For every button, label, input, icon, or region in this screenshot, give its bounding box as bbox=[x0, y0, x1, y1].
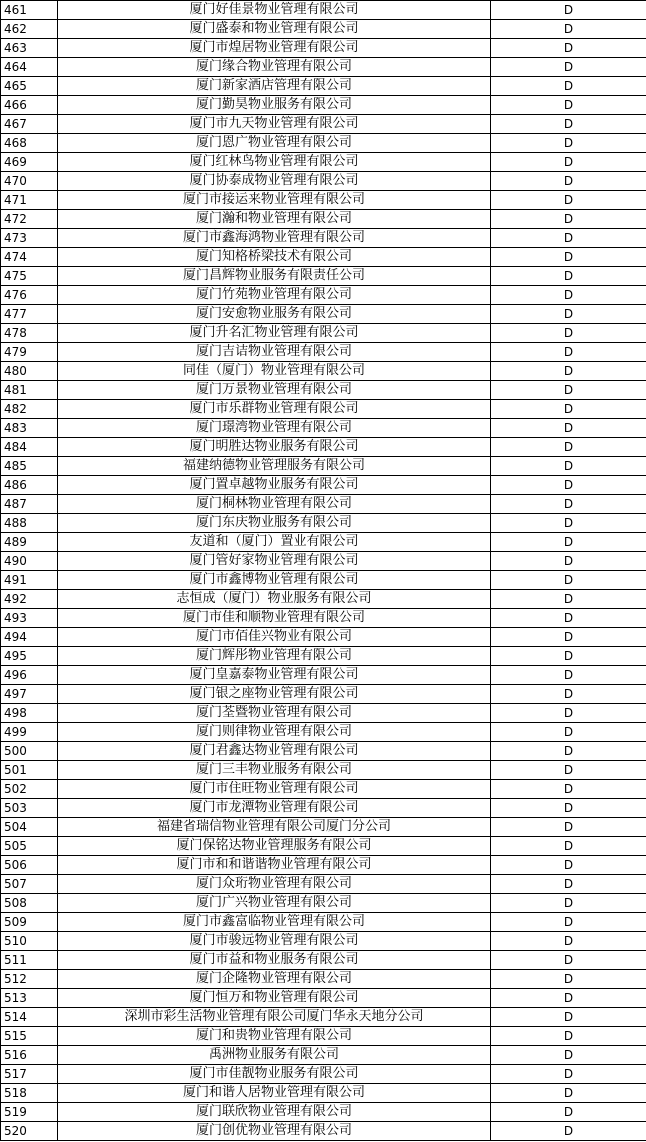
table-row bbox=[1, 742, 646, 761]
company-name: 厦门君鑫达物业管理有限公司 bbox=[58, 742, 491, 761]
table-row bbox=[1, 1065, 646, 1084]
table-row bbox=[1, 267, 646, 286]
table-row bbox=[1, 495, 646, 514]
credit-grade: D bbox=[491, 704, 646, 723]
company-name: 厦门市鑫海鸿物业管理有限公司 bbox=[58, 229, 491, 248]
company-name: 厦门桐林物业管理有限公司 bbox=[58, 495, 491, 514]
credit-grade: D bbox=[491, 552, 646, 571]
table-row bbox=[1, 286, 646, 305]
row-number: 508 bbox=[1, 894, 58, 913]
table-row bbox=[1, 628, 646, 647]
company-name: 厦门升名汇物业管理有限公司 bbox=[58, 324, 491, 343]
credit-grade: D bbox=[491, 58, 646, 77]
company-name: 厦门市佰佳兴物业有限公司 bbox=[58, 628, 491, 647]
row-number: 487 bbox=[1, 495, 58, 514]
table-row bbox=[1, 951, 646, 970]
row-number: 475 bbox=[1, 267, 58, 286]
row-number: 489 bbox=[1, 533, 58, 552]
table-row bbox=[1, 191, 646, 210]
row-number: 506 bbox=[1, 856, 58, 875]
credit-grade: D bbox=[491, 476, 646, 495]
table-row bbox=[1, 1084, 646, 1103]
row-number: 472 bbox=[1, 210, 58, 229]
company-name: 同佳（厦门）物业管理有限公司 bbox=[58, 362, 491, 381]
credit-grade: D bbox=[491, 134, 646, 153]
table-row bbox=[1, 913, 646, 932]
table-row bbox=[1, 761, 646, 780]
row-number: 507 bbox=[1, 875, 58, 894]
credit-grade: D bbox=[491, 39, 646, 58]
company-name: 厦门市和和谐谐物业管理有限公司 bbox=[58, 856, 491, 875]
row-number: 520 bbox=[1, 1122, 58, 1141]
row-number: 512 bbox=[1, 970, 58, 989]
credit-grade: D bbox=[491, 837, 646, 856]
company-name: 厦门恩广物业管理有限公司 bbox=[58, 134, 491, 153]
table-row bbox=[1, 590, 646, 609]
credit-grade: D bbox=[491, 210, 646, 229]
table-row bbox=[1, 134, 646, 153]
company-name: 厦门市龙潭物业管理有限公司 bbox=[58, 799, 491, 818]
table-row bbox=[1, 989, 646, 1008]
table-row bbox=[1, 1046, 646, 1065]
row-number: 476 bbox=[1, 286, 58, 305]
row-number: 493 bbox=[1, 609, 58, 628]
credit-grade: D bbox=[491, 229, 646, 248]
row-number: 519 bbox=[1, 1103, 58, 1122]
row-number: 518 bbox=[1, 1084, 58, 1103]
credit-grade: D bbox=[491, 1065, 646, 1084]
credit-grade: D bbox=[491, 571, 646, 590]
credit-grade: D bbox=[491, 932, 646, 951]
company-name: 厦门管好家物业管理有限公司 bbox=[58, 552, 491, 571]
table-row bbox=[1, 153, 646, 172]
row-number: 502 bbox=[1, 780, 58, 799]
credit-grade: D bbox=[491, 1, 646, 20]
table-row bbox=[1, 343, 646, 362]
row-number: 481 bbox=[1, 381, 58, 400]
credit-grade: D bbox=[491, 590, 646, 609]
company-name: 厦门安愈物业服务有限公司 bbox=[58, 305, 491, 324]
table-row bbox=[1, 780, 646, 799]
company-name: 厦门知格桥梁技术有限公司 bbox=[58, 248, 491, 267]
credit-grade: D bbox=[491, 951, 646, 970]
company-name: 厦门吉诘物业管理有限公司 bbox=[58, 343, 491, 362]
row-number: 500 bbox=[1, 742, 58, 761]
credit-grade: D bbox=[491, 343, 646, 362]
credit-grade: D bbox=[491, 1027, 646, 1046]
row-number: 513 bbox=[1, 989, 58, 1008]
table-row bbox=[1, 172, 646, 191]
table-row bbox=[1, 1008, 646, 1027]
row-number: 516 bbox=[1, 1046, 58, 1065]
table-row bbox=[1, 381, 646, 400]
row-number: 501 bbox=[1, 761, 58, 780]
row-number: 468 bbox=[1, 134, 58, 153]
company-name: 厦门保铭达物业管理服务有限公司 bbox=[58, 837, 491, 856]
company-name: 厦门市骏远物业管理有限公司 bbox=[58, 932, 491, 951]
company-name: 厦门市益和物业服务有限公司 bbox=[58, 951, 491, 970]
table-row bbox=[1, 58, 646, 77]
table-row bbox=[1, 305, 646, 324]
company-name: 厦门创优物业管理有限公司 bbox=[58, 1122, 491, 1141]
company-name: 厦门市鑫富临物业管理有限公司 bbox=[58, 913, 491, 932]
row-number: 462 bbox=[1, 20, 58, 39]
table-row bbox=[1, 324, 646, 343]
credit-grade: D bbox=[491, 438, 646, 457]
table-row bbox=[1, 647, 646, 666]
row-number: 517 bbox=[1, 1065, 58, 1084]
credit-grade: D bbox=[491, 970, 646, 989]
row-number: 479 bbox=[1, 343, 58, 362]
row-number: 466 bbox=[1, 96, 58, 115]
credit-grade: D bbox=[491, 1008, 646, 1027]
company-name: 厦门市接运来物业管理有限公司 bbox=[58, 191, 491, 210]
table-row bbox=[1, 1027, 646, 1046]
row-number: 509 bbox=[1, 913, 58, 932]
row-number: 483 bbox=[1, 419, 58, 438]
credit-grade: D bbox=[491, 20, 646, 39]
row-number: 470 bbox=[1, 172, 58, 191]
credit-grade: D bbox=[491, 799, 646, 818]
table-row bbox=[1, 20, 646, 39]
row-number: 499 bbox=[1, 723, 58, 742]
table-row bbox=[1, 932, 646, 951]
credit-grade: D bbox=[491, 96, 646, 115]
company-name: 厦门昌辉物业服务有限责任公司 bbox=[58, 267, 491, 286]
table-row bbox=[1, 438, 646, 457]
credit-grade: D bbox=[491, 780, 646, 799]
table-row bbox=[1, 837, 646, 856]
row-number: 469 bbox=[1, 153, 58, 172]
row-number: 471 bbox=[1, 191, 58, 210]
company-name: 厦门市乐群物业管理有限公司 bbox=[58, 400, 491, 419]
company-name: 厦门荃暨物业管理有限公司 bbox=[58, 704, 491, 723]
company-name: 友道和（厦门）置业有限公司 bbox=[58, 533, 491, 552]
table-row bbox=[1, 39, 646, 58]
company-name: 厦门皇嘉泰物业管理有限公司 bbox=[58, 666, 491, 685]
table-row bbox=[1, 875, 646, 894]
table-row bbox=[1, 666, 646, 685]
credit-grade: D bbox=[491, 267, 646, 286]
credit-grade: D bbox=[491, 989, 646, 1008]
credit-grade: D bbox=[491, 685, 646, 704]
credit-grade: D bbox=[491, 1046, 646, 1065]
table-row bbox=[1, 685, 646, 704]
table-row bbox=[1, 723, 646, 742]
row-number: 505 bbox=[1, 837, 58, 856]
company-name: 厦门璟湾物业管理有限公司 bbox=[58, 419, 491, 438]
credit-grade: D bbox=[491, 77, 646, 96]
credit-grade: D bbox=[491, 286, 646, 305]
company-name: 厦门新家酒店管理有限公司 bbox=[58, 77, 491, 96]
table-row bbox=[1, 362, 646, 381]
company-name: 厦门广兴物业管理有限公司 bbox=[58, 894, 491, 913]
table-row bbox=[1, 115, 646, 134]
table-row bbox=[1, 970, 646, 989]
table-row bbox=[1, 818, 646, 837]
credit-grade: D bbox=[491, 875, 646, 894]
row-number: 497 bbox=[1, 685, 58, 704]
row-number: 484 bbox=[1, 438, 58, 457]
credit-grade: D bbox=[491, 362, 646, 381]
table-row bbox=[1, 210, 646, 229]
company-name: 福建纳德物业管理服务有限公司 bbox=[58, 457, 491, 476]
company-name: 志恒成（厦门）物业服务有限公司 bbox=[58, 590, 491, 609]
table-row bbox=[1, 1103, 646, 1122]
company-name: 厦门置卓越物业服务有限公司 bbox=[58, 476, 491, 495]
company-name: 厦门市佳靓物业服务有限公司 bbox=[58, 1065, 491, 1084]
company-name: 厦门联欣物业管理有限公司 bbox=[58, 1103, 491, 1122]
table-row bbox=[1, 457, 646, 476]
credit-grade: D bbox=[491, 647, 646, 666]
row-number: 478 bbox=[1, 324, 58, 343]
row-number: 504 bbox=[1, 818, 58, 837]
table-row bbox=[1, 419, 646, 438]
row-number: 482 bbox=[1, 400, 58, 419]
row-number: 480 bbox=[1, 362, 58, 381]
row-number: 496 bbox=[1, 666, 58, 685]
company-name: 厦门和谐人居物业管理有限公司 bbox=[58, 1084, 491, 1103]
company-name: 厦门辉彤物业管理有限公司 bbox=[58, 647, 491, 666]
company-name: 厦门恒万和物业管理有限公司 bbox=[58, 989, 491, 1008]
table-row bbox=[1, 248, 646, 267]
company-name: 厦门市佳和顺物业管理有限公司 bbox=[58, 609, 491, 628]
table-row bbox=[1, 704, 646, 723]
table-row bbox=[1, 609, 646, 628]
row-number: 464 bbox=[1, 58, 58, 77]
credit-grade: D bbox=[491, 191, 646, 210]
credit-grade: D bbox=[491, 609, 646, 628]
table-row bbox=[1, 476, 646, 495]
row-number: 515 bbox=[1, 1027, 58, 1046]
row-number: 488 bbox=[1, 514, 58, 533]
row-number: 495 bbox=[1, 647, 58, 666]
row-number: 510 bbox=[1, 932, 58, 951]
table-row bbox=[1, 96, 646, 115]
company-name: 厦门三丰物业服务有限公司 bbox=[58, 761, 491, 780]
company-name: 厦门红林鸟物业管理有限公司 bbox=[58, 153, 491, 172]
row-number: 486 bbox=[1, 476, 58, 495]
row-number: 465 bbox=[1, 77, 58, 96]
company-name: 厦门协泰成物业管理有限公司 bbox=[58, 172, 491, 191]
company-name: 厦门市鑫博物业管理有限公司 bbox=[58, 571, 491, 590]
company-name: 厦门银之座物业管理有限公司 bbox=[58, 685, 491, 704]
company-name: 厦门市煌居物业管理有限公司 bbox=[58, 39, 491, 58]
company-name: 厦门企隆物业管理有限公司 bbox=[58, 970, 491, 989]
company-name: 福建省瑞信物业管理有限公司厦门分公司 bbox=[58, 818, 491, 837]
credit-grade: D bbox=[491, 1122, 646, 1141]
credit-grade: D bbox=[491, 457, 646, 476]
company-name: 厦门盛泰和物业管理有限公司 bbox=[58, 20, 491, 39]
credit-grade: D bbox=[491, 742, 646, 761]
credit-grade: D bbox=[491, 419, 646, 438]
company-name: 厦门勤昊物业服务有限公司 bbox=[58, 96, 491, 115]
credit-grade: D bbox=[491, 723, 646, 742]
company-name: 厦门明胜达物业服务有限公司 bbox=[58, 438, 491, 457]
row-number: 492 bbox=[1, 590, 58, 609]
row-number: 490 bbox=[1, 552, 58, 571]
credit-grade: D bbox=[491, 761, 646, 780]
credit-grade: D bbox=[491, 1103, 646, 1122]
row-number: 491 bbox=[1, 571, 58, 590]
company-name: 厦门和贵物业管理有限公司 bbox=[58, 1027, 491, 1046]
company-name: 厦门东庆物业服务有限公司 bbox=[58, 514, 491, 533]
credit-grade: D bbox=[491, 172, 646, 191]
credit-grade: D bbox=[491, 381, 646, 400]
credit-grade: D bbox=[491, 400, 646, 419]
table-row bbox=[1, 1, 646, 20]
company-name: 厦门万景物业管理有限公司 bbox=[58, 381, 491, 400]
table-row bbox=[1, 799, 646, 818]
table-row bbox=[1, 229, 646, 248]
credit-grade: D bbox=[491, 153, 646, 172]
credit-grade: D bbox=[491, 495, 646, 514]
table-row bbox=[1, 514, 646, 533]
credit-grade: D bbox=[491, 514, 646, 533]
table-row bbox=[1, 856, 646, 875]
row-number: 477 bbox=[1, 305, 58, 324]
company-name: 厦门好佳景物业管理有限公司 bbox=[58, 1, 491, 20]
table-row bbox=[1, 533, 646, 552]
table-row bbox=[1, 77, 646, 96]
row-number: 503 bbox=[1, 799, 58, 818]
credit-grade: D bbox=[491, 533, 646, 552]
credit-grade: D bbox=[491, 913, 646, 932]
company-name: 厦门瀚和物业管理有限公司 bbox=[58, 210, 491, 229]
company-name: 深圳市彩生活物业管理有限公司厦门华永天地分公司 bbox=[58, 1008, 491, 1027]
credit-grade: D bbox=[491, 324, 646, 343]
company-name: 厦门缘合物业管理有限公司 bbox=[58, 58, 491, 77]
company-name: 厦门则律物业管理有限公司 bbox=[58, 723, 491, 742]
company-name: 禹洲物业服务有限公司 bbox=[58, 1046, 491, 1065]
credit-grade: D bbox=[491, 856, 646, 875]
company-name: 厦门市九天物业管理有限公司 bbox=[58, 115, 491, 134]
table-body bbox=[1, 1, 646, 1141]
table-row bbox=[1, 894, 646, 913]
credit-grade: D bbox=[491, 628, 646, 647]
row-number: 514 bbox=[1, 1008, 58, 1027]
credit-grade: D bbox=[491, 115, 646, 134]
row-number: 467 bbox=[1, 115, 58, 134]
credit-grade: D bbox=[491, 818, 646, 837]
credit-grade: D bbox=[491, 248, 646, 267]
row-number: 461 bbox=[1, 1, 58, 20]
row-number: 511 bbox=[1, 951, 58, 970]
table-row bbox=[1, 571, 646, 590]
table-row bbox=[1, 552, 646, 571]
credit-grade: D bbox=[491, 894, 646, 913]
company-name: 厦门市住旺物业管理有限公司 bbox=[58, 780, 491, 799]
row-number: 473 bbox=[1, 229, 58, 248]
credit-grade: D bbox=[491, 1084, 646, 1103]
row-number: 498 bbox=[1, 704, 58, 723]
row-number: 463 bbox=[1, 39, 58, 58]
row-number: 474 bbox=[1, 248, 58, 267]
credit-grade: D bbox=[491, 305, 646, 324]
table-row bbox=[1, 1122, 646, 1141]
row-number: 494 bbox=[1, 628, 58, 647]
credit-grade: D bbox=[491, 666, 646, 685]
company-name: 厦门竹苑物业管理有限公司 bbox=[58, 286, 491, 305]
table-row bbox=[1, 400, 646, 419]
row-number: 485 bbox=[1, 457, 58, 476]
company-name: 厦门众珩物业管理有限公司 bbox=[58, 875, 491, 894]
